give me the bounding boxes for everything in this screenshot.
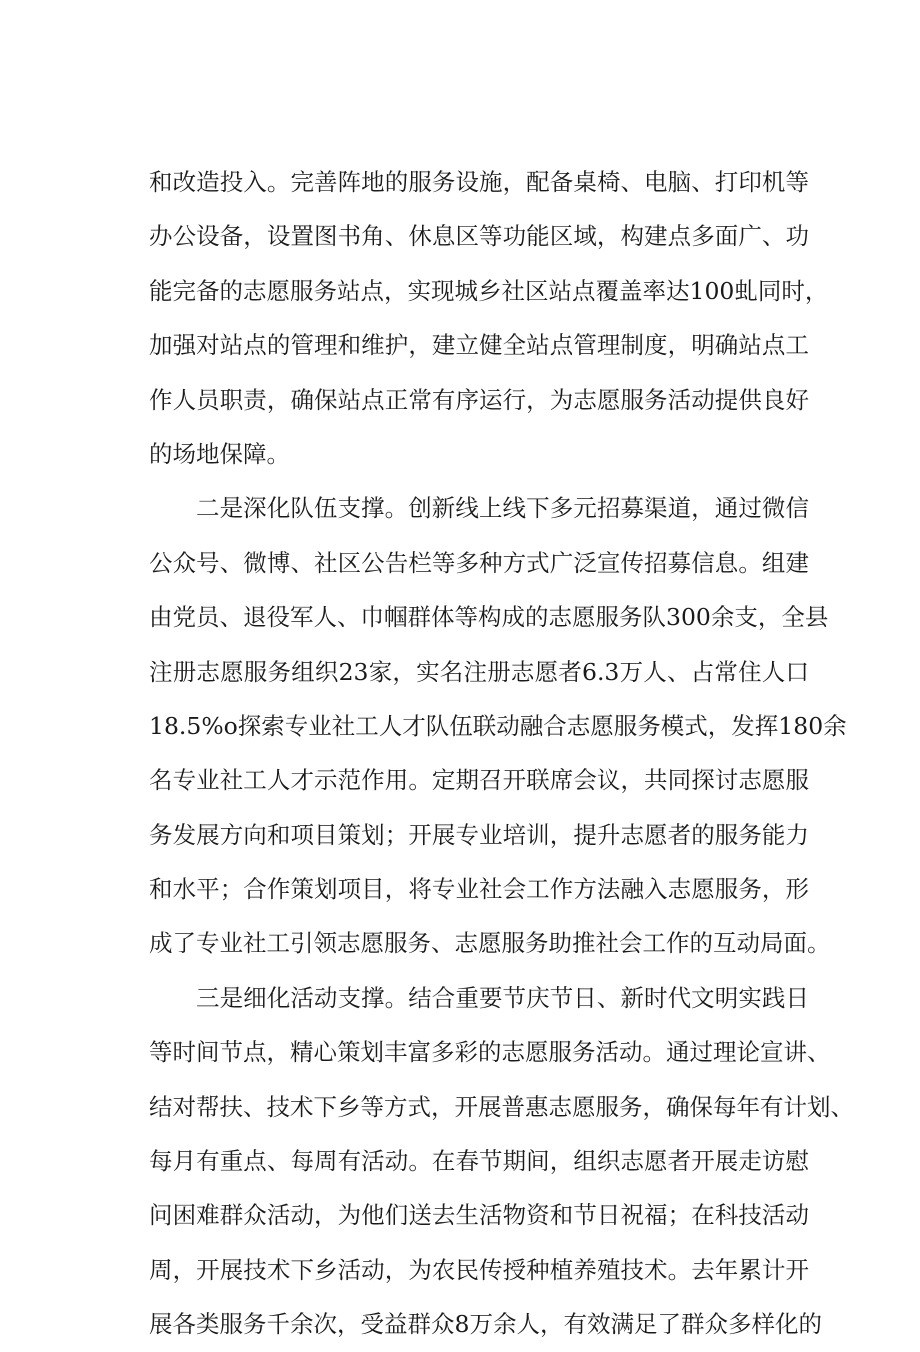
paragraph-team-support (149, 481, 847, 971)
text-line: 18.5%o探索专业社工人才队伍联动融合志愿服务模式，发挥180余 (149, 711, 847, 740)
text-line: 务发展方向和项目策划；开展专业培训，提升志愿者的服务能力 (149, 820, 809, 849)
text-line: 公众号、微博、社区公告栏等多种方式广泛宣传招募信息。组建 (149, 548, 809, 577)
text-line: 展各类服务千余次，受益群众8万余人，有效满足了群众多样化的 (149, 1310, 822, 1339)
paragraph-activity-support (149, 971, 854, 1352)
text-line: 的场地保障。 (149, 439, 290, 468)
text-line: 名专业社工人才示范作用。定期召开联席会议，共同探讨志愿服 (149, 766, 809, 795)
text-line: 等时间节点，精心策划丰富多彩的志愿服务活动。通过理论宣讲、 (149, 1038, 831, 1067)
paragraph-facilities (149, 155, 829, 481)
text-line: 二是深化队伍支撑。创新线上线下多元招募渠道，通过微信 (196, 494, 809, 523)
text-line: 成了专业社工引领志愿服务、志愿服务助推社会工作的互动局面。 (149, 929, 831, 958)
text-line: 和改造投入。完善阵地的服务设施，配备桌椅、电脑、打印机等 (149, 168, 809, 196)
text-line: 能完备的志愿服务站点，实现城乡社区站点覆盖率达100虬同时， (149, 276, 829, 305)
text-line: 问困难群众活动，为他们送去生活物资和节日祝福；在科技活动 (149, 1201, 809, 1230)
text-line: 和水平；合作策划项目，将专业社会工作方法融入志愿服务，形 (149, 875, 809, 904)
text-line: 结对帮扶、技术下乡等方式，开展普惠志愿服务，确保每年有计划、 (149, 1092, 854, 1121)
text-line: 加强对站点的管理和维护，建立健全站点管理制度，明确站点工 (149, 331, 809, 360)
text-line: 作人员职责，确保站点正常有序运行，为志愿服务活动提供良好 (149, 385, 809, 414)
text-line: 每月有重点、每周有活动。在春节期间，组织志愿者开展走访慰 (149, 1147, 809, 1176)
text-line: 由党员、退役军人、巾帼群体等构成的志愿服务队300余支，全县 (149, 603, 829, 632)
text-line: 周，开展技术下乡活动，为农民传授种植养殖技术。去年累计开 (149, 1255, 809, 1284)
text-line: 办公设备，设置图书角、休息区等功能区域，构建点多面广、功 (149, 222, 809, 251)
text-line: 注册志愿服务组织23家，实名注册志愿者6.3万人、占常住人口 (149, 657, 809, 686)
text-line: 三是细化活动支撑。结合重要节庆节日、新时代文明实践日 (196, 983, 809, 1012)
body-text (149, 155, 854, 1352)
